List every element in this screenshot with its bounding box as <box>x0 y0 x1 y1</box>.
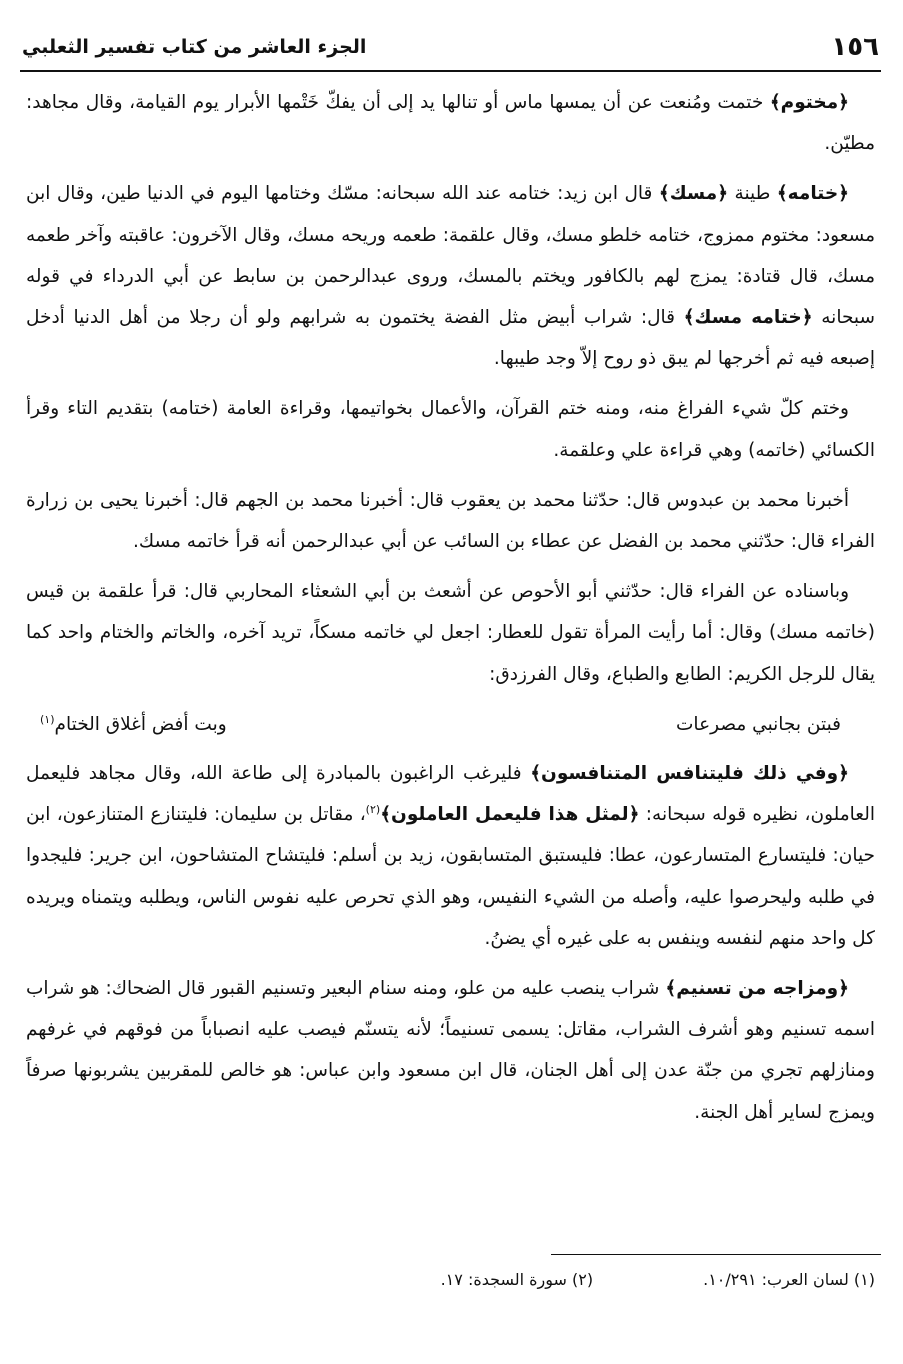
quran-quote: ﴿لمثل هذا فليعمل العاملون﴾ <box>380 804 640 826</box>
footnote-divider <box>551 1254 881 1255</box>
text-segment: أخبرنا محمد بن عبدوس قال: حدّثنا محمد بن يعقوب قال: أخبرنا محمد بن الجهم قال: أخبرنا يحيى بن زرارة الفراء قال: حدّثني محمد بن الفضل عن عطاء بن السائب عن أبي عبدالرحمن أنه قرأ خاتمه مسك. <box>26 489 875 553</box>
text-segment: ختمت ومُنعت عن أن يمسها ماس أو تنالها يد إلى أن يفكّ خَتْمها الأبرار يوم القيامة، وقال مجاهد: مطيّن. <box>26 92 875 155</box>
quran-quote: ﴿ختامه﴾ <box>776 183 849 205</box>
text-segment: قال: شراب أبيض مثل الفضة يختمون به شرابهم ولو أن رجلا من أهل الدنيا أدخل إصبعه فيه ثم أخرجها لم يبق ذو روح إلاّ وجد طيبها. <box>26 307 875 370</box>
paragraphs-after-poem <box>26 753 875 1133</box>
footnote-mark: (٢) <box>572 1270 594 1289</box>
paragraph <box>26 753 875 959</box>
paragraph <box>26 480 875 562</box>
footnote-1 <box>703 1265 875 1295</box>
paragraph <box>26 571 875 695</box>
footnote-marker: (١) <box>40 712 55 726</box>
footnote-mark: (١) <box>853 1270 875 1289</box>
main-text <box>26 82 875 1142</box>
page-header <box>22 26 879 68</box>
header-divider <box>20 70 881 72</box>
running-title: الجزء العاشر من كتاب تفسير الثعلبي <box>22 36 367 58</box>
text-segment: وختم كلّ شيء الفراغ منه، ومنه ختم القرآن، والأعمال بخواتيمها، وقراءة العامة (ختامه) بتقديم التاء وقرأ الكسائي (خاتمه) وهي قراءة علي وعلقمة. <box>26 398 875 461</box>
text-segment: ، مقاتل بن سليمان: فليتنازع المتنازعون، ابن حيان: فليتسارع المتسارعون، عطا: فليستبق المتسابقون، زيد بن أسلم: فليتشاح المتشاحون، ابن جرير: فليجدوا في طلبه وليحرصوا عليه، وأصله من الشيء النفيس، وهو الذي تحرص عليه نفوس الناس، ويطلبه ويتمناه ويريده كل واحد منهم لنفسه وينفس به على غيره أي يضنُ. <box>26 804 875 949</box>
text-segment: شراب ينصب عليه من علو، ومنه سنام البعير وتسنيم القبور قال الضحاك: هو شراب اسمه تسنيم وهو أشرف الشراب، مقاتل: يسمى تسنيماً؛ لأنه يتسنّم فيصب عليه انصباباً من فوقهم في غرفهم ومنازلهم تجري من جنّة عدن إلى أهل الجنان، قال ابن مسعود وابن عباس: هو خالص للمقربين يشربونها صرفاً ويمزج لساير أهل الجنة. <box>26 978 875 1123</box>
quran-quote: ﴿مسك﴾ <box>658 183 729 205</box>
poem-second-hemistich: وبت أفض أغلاق الختام <box>54 713 227 735</box>
paragraph <box>26 82 875 164</box>
footnote-2 <box>441 1265 594 1295</box>
page-number: ١٥٦ <box>831 32 879 62</box>
paragraph <box>26 173 875 379</box>
quran-quote: ﴿وفي ذلك فليتنافس المتنافسون﴾ <box>530 763 849 785</box>
footnotes <box>200 1265 875 1295</box>
poem-second-hemistich-wrap <box>40 704 227 745</box>
paragraphs-before-poem <box>26 82 875 695</box>
footnote-text: لسان العرب: ١٠/٢٩١. <box>703 1270 849 1289</box>
footnote-text: سورة السجدة: ١٧. <box>440 1270 567 1289</box>
paragraph <box>26 968 875 1133</box>
text-segment: قال ابن زيد: ختامه عند الله سبحانه: مسّك وختامها اليوم في الدنيا طين، وقال ابن مسعود: مختوم ممزوج، ختامه خلطو مسك، وقال علقمة: طعمه وريحه مسك، وقال الآخرون: عاقبته وآخر طعمه مسك، قال قتادة: يمزج لهم بالكافور ويختم بالمسك، وروى عبدالرحمن بن سابط عن أبي الدرداء في قوله سبحانه <box>26 183 875 329</box>
quran-quote: ﴿ختامه مسك﴾ <box>683 307 813 329</box>
text-segment: وباسناده عن الفراء قال: حدّثني أبو الأحوص عن أشعث بن أبي الشعثاء المحاربي قال: قرأ علقمة بن قيس (خاتمه مسك) وقال: أما رأيت المرأة تقول للعطار: اجعل لي خاتمه مسكاً، تريد آخره، والخاتم والختام واحد كما يقال للرجل الكريم: الطابع والطباع، وقال الفرزدق: <box>26 581 875 685</box>
poem-verse <box>26 704 875 745</box>
text-segment: طينة <box>728 183 777 205</box>
quran-quote: ﴿ومزاجه من تسنيم﴾ <box>665 978 850 1000</box>
text-segment: فليرغب الراغبون بالمبادرة إلى طاعة الله، وقال مجاهد فليعمل العاملون، نظيره قوله سبحانه: <box>26 763 876 826</box>
paragraph <box>26 388 875 470</box>
poem-first-hemistich: فبتن بجانبي مصرعات <box>676 713 841 735</box>
footnote-marker: (٢) <box>365 803 381 817</box>
quran-quote: ﴿مختوم﴾ <box>769 92 849 113</box>
